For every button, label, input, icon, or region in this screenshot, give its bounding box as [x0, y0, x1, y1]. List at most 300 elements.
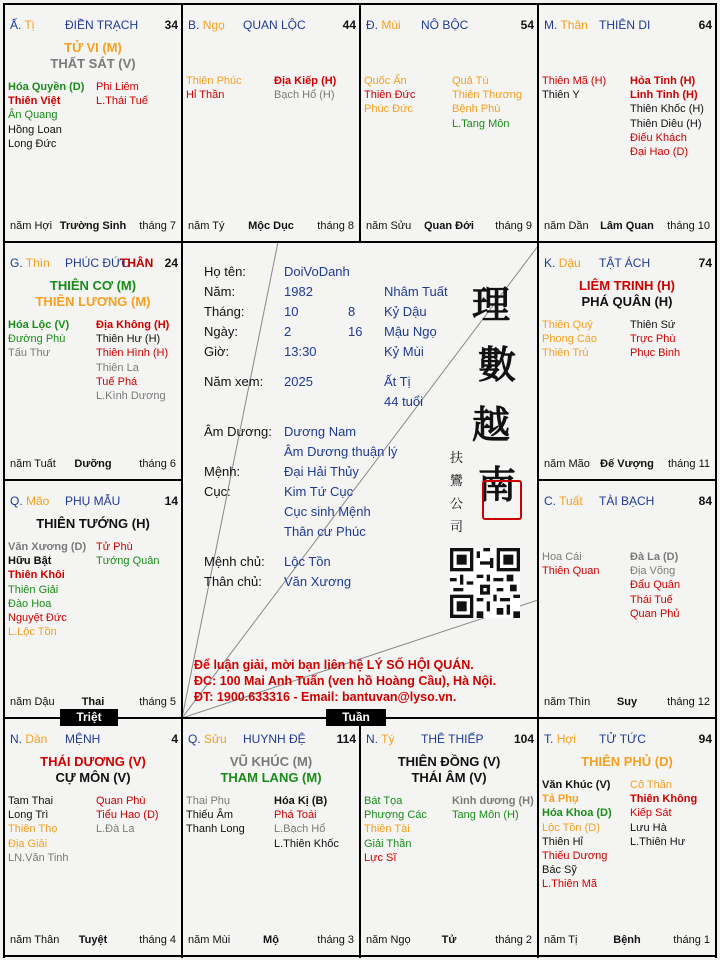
palace-year: năm Dần [544, 220, 589, 232]
palace-month: tháng 12 [667, 696, 710, 708]
star-list-right [452, 74, 522, 131]
star-list-left [542, 778, 612, 892]
minor-star: Thiên Việt [8, 95, 61, 108]
minor-star: Phúc Đức [364, 103, 413, 116]
star-list-right [630, 550, 680, 621]
major-star: TỬ VI (M) [64, 40, 122, 55]
palace-chi: Dần [25, 732, 48, 746]
palace-tuat [538, 480, 716, 718]
star-list-left [542, 550, 599, 578]
minor-star: Thiên Thọ [8, 823, 58, 836]
palace-header [544, 256, 712, 272]
minor-star: Bát Tọa [364, 795, 403, 807]
palace-month: tháng 1 [673, 934, 710, 946]
grid-line-h0 [3, 3, 717, 5]
minor-star: Thiên Khôi [8, 569, 65, 582]
palace-month: tháng 8 [317, 220, 354, 232]
palace-than [538, 4, 716, 242]
amduong-note: Âm Dương thuận lý [284, 444, 398, 459]
minor-star: Tấu Thư [8, 347, 51, 360]
minor-star: Thiên Y [542, 89, 580, 102]
palace-ngo [182, 4, 360, 242]
minor-star: Lộc Tồn (D) [542, 821, 600, 834]
grid-line-h2a [3, 479, 183, 481]
calligraphy-char-2: 數 [478, 342, 517, 387]
palace-header [544, 494, 712, 510]
contact-line-1: Để luận giải, mời bạn liên hệ LÝ SỐ HỘI QUÁN. [194, 658, 474, 672]
namxem-canchi: Ất Tị [384, 374, 411, 389]
seal-char-1: 扶 [450, 451, 464, 466]
palace-footer [544, 220, 710, 234]
palace-year: năm Sửu [366, 220, 412, 232]
minor-star: Linh Tinh (H) [630, 89, 698, 102]
palace-can: Ấ. [10, 18, 22, 32]
palace-number: 4 [171, 732, 178, 746]
palace-dan [4, 718, 182, 956]
minor-star: Hồng Loan [8, 123, 62, 136]
ngay-label: Ngày: [204, 324, 238, 339]
major-star: THIÊN PHỦ (D) [581, 754, 673, 769]
minor-star: Nguyệt Đức [8, 611, 67, 624]
palace-footer [188, 220, 354, 234]
palace-phase: Tử [441, 934, 457, 946]
minor-star: Hóa Khoa (D) [542, 807, 612, 820]
star-list-right [630, 74, 704, 159]
palace-number: 84 [698, 494, 712, 508]
minor-star: Hóa Quyền (D) [8, 81, 85, 93]
palace-year: năm Thân [10, 934, 60, 946]
minor-star: Địa Giải [8, 837, 48, 850]
palace-footer [10, 220, 176, 234]
qr-code-icon[interactable] [450, 548, 520, 618]
minor-star: Đà La (D) [630, 551, 679, 563]
star-list-left [364, 794, 427, 865]
palace-footer [188, 934, 354, 948]
palace-header [544, 18, 712, 34]
palace-header [10, 256, 178, 272]
palace-can: T. [544, 732, 554, 746]
minor-star: L.Lộc Tồn [8, 626, 57, 639]
namxem-label: Năm xem: [204, 374, 264, 389]
palace-can: M. [544, 18, 558, 32]
major-star: THÁI DƯƠNG (V) [40, 754, 146, 769]
minor-star: Thiên Khốc (H) [630, 103, 704, 116]
palace-canchi [188, 18, 225, 32]
namxem-value: 2025 [284, 374, 313, 389]
ngay-canchi: Mậu Ngọ [384, 324, 437, 339]
palace-phase: Mộ [263, 934, 279, 946]
minor-star: Địa Võng [630, 565, 676, 578]
palace-can: C. [544, 494, 556, 508]
palace-chi: Dậu [558, 256, 581, 270]
cuc-value: Kim Tứ Cục [284, 484, 354, 499]
minor-star: Tử Phù [96, 541, 133, 553]
palace-number: 44 [342, 18, 356, 32]
palace-name: PHỤ MẪU [65, 494, 121, 508]
minor-star: Hóa Kị (B) [274, 795, 328, 807]
palace-month: tháng 7 [139, 220, 176, 232]
minor-star: Thiên Mã (H) [542, 75, 607, 87]
minor-star: Bác Sỹ [542, 864, 577, 877]
star-list-right [274, 794, 339, 851]
palace-canchi [366, 18, 401, 32]
center-info-panel [182, 242, 538, 718]
minor-star: Thiên Phúc [186, 75, 242, 87]
minor-star: Thiên Sứ [630, 319, 676, 331]
palace-chi: Mùi [381, 18, 401, 32]
palace-phase: Quan Đới [424, 220, 474, 232]
star-list-left [8, 80, 84, 151]
palace-footer [544, 934, 710, 948]
minor-star: Tang Môn (H) [452, 809, 519, 822]
minor-star: Hỉ Thần [186, 89, 225, 102]
palace-thin [4, 242, 182, 480]
seal-char-2: 鸞 [450, 474, 464, 489]
palace-footer [366, 220, 532, 234]
star-list-left [8, 794, 69, 865]
palace-month: tháng 4 [139, 934, 176, 946]
palace-year: năm Tuất [10, 458, 56, 470]
grid-line-v2b [359, 718, 361, 958]
minor-star: Lực Sĩ [364, 851, 397, 864]
palace-header [10, 18, 178, 34]
palace-can: K. [544, 256, 556, 270]
minor-star: Quả Tú [452, 75, 489, 87]
palace-header [188, 732, 356, 748]
seal-char-4: 司 [450, 520, 464, 535]
minor-star: Kiếp Sát [630, 807, 672, 820]
minor-star: Trực Phù [630, 333, 676, 346]
amduong-value: Dương Nam [284, 424, 357, 439]
palace-phase: Suy [616, 696, 638, 708]
palace-number: 64 [698, 18, 712, 32]
minor-star: Thiên Quan [542, 565, 600, 578]
calligraphy-char-4: 南 [478, 462, 517, 507]
minor-star: Đẩu Quân [630, 579, 681, 592]
star-list-right [452, 794, 534, 822]
palace-hoi [538, 718, 716, 956]
palace-phase: Mộc Dục [248, 220, 294, 232]
gio-value: 13:30 [284, 344, 317, 359]
minor-star: Kình dương (H) [452, 795, 534, 807]
thang-am: 8 [348, 304, 356, 319]
palace-suu [182, 718, 360, 956]
minor-star: LN.Văn Tinh [8, 851, 69, 864]
calligraphy-char-1: 理 [472, 282, 511, 327]
minor-star: Thiếu Dương [542, 849, 608, 862]
palace-can: G. [10, 256, 23, 270]
star-list-left [542, 318, 597, 361]
minor-star: Quan Phủ [630, 607, 680, 620]
minor-star: Long Trì [8, 809, 49, 822]
palace-year: năm Dậu [10, 696, 55, 708]
minor-star: Hóa Lộc (V) [8, 319, 70, 331]
minor-star: Văn Xương (D) [8, 541, 87, 553]
major-star: THIÊN LƯƠNG (M) [35, 294, 151, 309]
palace-month: tháng 5 [139, 696, 176, 708]
major-star: VŨ KHÚC (M) [229, 754, 313, 769]
contact-line-2: ĐC: 100 Mai Anh Tuấn (ven hồ Hoàng Cầu), Hà Nội. [194, 674, 497, 688]
star-list-right [96, 540, 160, 568]
minor-star: Thiên Hỉ [542, 835, 583, 848]
palace-footer [10, 696, 176, 710]
palace-canchi [544, 732, 576, 746]
palace-name: NÔ BỘC [421, 18, 469, 32]
minor-star: L.Bạch Hổ [274, 823, 326, 836]
menh-value: Đại Hải Thủy [284, 464, 359, 479]
minor-star: Tiểu Hao (D) [96, 809, 159, 822]
palace-can: Đ. [366, 18, 378, 32]
minor-star: Thiên Giải [8, 583, 59, 596]
minor-star: Tướng Quân [96, 555, 160, 568]
palace-phase: Đế Vượng [600, 458, 654, 470]
palace-can: Q. [10, 494, 23, 508]
minor-star: Phục Binh [630, 347, 681, 360]
minor-star: Thiên Tài [364, 823, 410, 836]
star-list-right [274, 74, 336, 102]
palace-phase: Bệnh [613, 934, 641, 946]
gio-label: Giờ: [204, 344, 230, 359]
cuc-note-1: Cục sinh Mệnh [284, 504, 371, 519]
star-list-right [96, 318, 169, 403]
ngay-duong: 2 [284, 324, 292, 339]
palace-can: N. [10, 732, 22, 746]
palace-can: Q. [188, 732, 201, 746]
minor-star: Đường Phù [8, 333, 66, 346]
palace-name: THÊ THIẾP [421, 732, 484, 746]
minor-star: Thiên Hư (H) [96, 333, 161, 346]
palace-name: TỬ TỨC [599, 732, 646, 746]
minor-star: Phượng Các [364, 809, 427, 822]
minor-star: L.Thiên Khốc [274, 837, 339, 850]
palace-name: MỆNH [65, 732, 101, 746]
nam-value: 1982 [284, 284, 313, 299]
minor-star: Quốc Ấn [364, 75, 407, 87]
red-seal-icon [482, 480, 522, 520]
minor-star: Thiên Diêu (H) [630, 117, 702, 130]
minor-star: Thái Tuế [630, 593, 673, 606]
thanchu-label: Thân chủ: [204, 574, 262, 589]
star-list-right [630, 318, 680, 361]
star-list-left [364, 74, 415, 117]
major-star: THÁI ÂM (V) [411, 770, 487, 785]
minor-star: Giải Thần [364, 837, 412, 850]
palace-canchi [544, 256, 581, 270]
palace-name: TẬT ÁCH [599, 256, 651, 270]
palace-number: 14 [164, 494, 178, 508]
minor-star: Thai Phụ [186, 795, 231, 807]
major-star: THIÊN TƯỚNG (H) [36, 516, 150, 531]
palace-chi: Thân [560, 18, 588, 32]
grid-line-v2 [359, 3, 361, 242]
thang-canchi: Kỷ Dậu [384, 304, 427, 319]
minor-star: Thiên Quý [542, 319, 593, 331]
star-list-left [186, 794, 245, 837]
palace-chi: Mão [26, 494, 50, 508]
palace-name: ĐIỀN TRẠCH [65, 18, 139, 32]
minor-star: Hữu Bật [8, 555, 52, 568]
tuoi-value: 44 tuổi [384, 394, 424, 409]
palace-can: B. [188, 18, 200, 32]
than-cu-tag: THÂN [120, 256, 154, 270]
major-star: THAM LANG (M) [220, 770, 322, 785]
palace-ti [360, 718, 538, 956]
palace-phase: Dưỡng [74, 458, 112, 470]
palace-canchi [366, 732, 394, 746]
minor-star: Thiên La [96, 361, 139, 374]
minor-star: Ân Quang [8, 109, 58, 122]
star-list-right [630, 778, 697, 849]
minor-star: Tả Phụ [542, 793, 579, 806]
contact-line-3[interactable]: ĐT: 1900.633316 - Email: bantuvan@lyso.vn. [194, 690, 457, 704]
palace-month: tháng 11 [667, 458, 710, 470]
palace-header [10, 732, 178, 748]
palace-chi: Tuất [559, 494, 583, 508]
minor-star: Hoa Cái [542, 551, 582, 563]
grid-line-v1c [181, 718, 183, 958]
thanchu-value: Văn Xương [284, 574, 352, 589]
triet-tag: Triệt [60, 709, 118, 726]
palace-ty [4, 4, 182, 242]
major-star: CỰ MÔN (V) [55, 770, 131, 785]
palace-number: 104 [513, 732, 534, 746]
star-list-left [8, 318, 69, 361]
amduong-label: Âm Dương: [204, 424, 272, 439]
palace-footer [544, 458, 710, 472]
palace-can: N. [366, 732, 378, 746]
palace-number: 74 [698, 256, 712, 270]
palace-year: năm Tị [544, 934, 578, 946]
grid-line-h4 [3, 955, 717, 957]
minor-star: Địa Kiếp (H) [274, 75, 337, 87]
palace-footer [366, 934, 532, 948]
palace-header [188, 18, 356, 34]
palace-canchi [10, 732, 47, 746]
palace-canchi [10, 18, 34, 32]
minor-star: Điếu Khách [630, 131, 687, 144]
palace-canchi [544, 18, 588, 32]
palace-number: 94 [698, 732, 712, 746]
cuc-label: Cục: [204, 484, 231, 499]
minor-star: Thiếu Âm [186, 809, 234, 822]
minor-star: Bạch Hổ (H) [274, 89, 335, 102]
palace-month: tháng 9 [495, 220, 532, 232]
menh-label: Mệnh: [204, 464, 241, 479]
palace-name: HUYNH ĐỆ [243, 732, 306, 746]
nam-canchi: Nhâm Tuất [384, 284, 448, 299]
palace-name: TÀI BẠCH [599, 494, 655, 508]
palace-footer [10, 934, 176, 948]
minor-star: Thiên Trù [542, 347, 589, 360]
palace-month: tháng 2 [495, 934, 532, 946]
gio-canchi: Kỷ Mùi [384, 344, 424, 359]
minor-star: Lưu Hà [630, 821, 667, 834]
cuc-note-2: Thân cư Phúc [284, 524, 366, 539]
minor-star: Bệnh Phù [452, 103, 501, 116]
minor-star: L.Thái Tuế [96, 95, 148, 108]
minor-star: Phi Liêm [96, 81, 139, 93]
nam-label: Năm: [204, 284, 236, 299]
minor-star: L.Đà La [96, 823, 135, 836]
palace-number: 114 [336, 732, 356, 746]
palace-name: THIÊN DI [599, 18, 651, 32]
palace-month: tháng 3 [317, 934, 354, 946]
palace-footer [544, 696, 710, 710]
palace-canchi [10, 494, 49, 508]
minor-star: Cô Thần [630, 779, 672, 791]
minor-star: Thiên Đức [364, 89, 416, 102]
major-star: THẤT SÁT (V) [50, 56, 136, 71]
palace-chi: Tý [381, 732, 395, 746]
palace-number: 34 [164, 18, 178, 32]
tuan-tag: Tuần [326, 709, 386, 726]
seal-char-3: 公 [450, 497, 464, 512]
palace-header [10, 494, 178, 510]
palace-header [366, 18, 534, 34]
minor-star: L.Thiên Mã [542, 878, 598, 891]
minor-star: Đào Hoa [8, 597, 52, 610]
palace-phase: Tuyệt [78, 934, 108, 946]
minor-star: Thiên Không [630, 793, 698, 806]
palace-year: năm Tý [188, 220, 225, 232]
palace-year: năm Mùi [188, 934, 231, 946]
palace-dau [538, 242, 716, 480]
palace-canchi [544, 494, 583, 508]
palace-chi: Tị [24, 18, 35, 32]
thang-duong: 10 [284, 304, 299, 319]
grid-line-v1 [181, 3, 183, 242]
minor-star: Quan Phù [96, 795, 146, 807]
minor-star: Tam Thai [8, 795, 54, 807]
palace-year: năm Mão [544, 458, 590, 470]
palace-mui [360, 4, 538, 242]
palace-chi: Thìn [25, 256, 50, 270]
major-star: THIÊN ĐỒNG (V) [397, 754, 501, 769]
palace-header [544, 732, 712, 748]
minor-star: Đại Hao (D) [630, 145, 689, 158]
menhchu-value: Lộc Tồn [284, 554, 331, 569]
palace-year: năm Ngọ [366, 934, 411, 946]
minor-star: Thanh Long [186, 823, 245, 836]
palace-mao [4, 480, 182, 718]
ho-ten-label: Họ tên: [204, 264, 246, 279]
palace-chi: Sửu [204, 732, 227, 746]
palace-month: tháng 10 [667, 220, 710, 232]
palace-number: 24 [164, 256, 178, 270]
minor-star: Phong Cáo [542, 333, 598, 346]
thang-label: Tháng: [204, 304, 245, 319]
palace-phase: Trường Sinh [59, 220, 127, 232]
star-list-left [186, 74, 242, 102]
grid-line-h1 [3, 241, 717, 243]
palace-chi: Ngọ [202, 18, 225, 32]
star-list-left [542, 74, 606, 102]
palace-chi: Hợi [556, 732, 576, 746]
palace-footer [10, 458, 176, 472]
palace-name: PHÚC ĐỨC [65, 256, 130, 270]
ngay-am: 16 [348, 324, 363, 339]
palace-year: năm Thìn [544, 696, 591, 708]
minor-star: L.Tang Môn [452, 117, 510, 130]
palace-number: 54 [520, 18, 534, 32]
minor-star: Thiên Thương [452, 89, 523, 102]
minor-star: L.Thiên Hư [630, 835, 686, 848]
minor-star: Long Đức [8, 137, 57, 150]
palace-phase: Thai [81, 696, 105, 708]
major-star: THIÊN CƠ (M) [49, 278, 137, 293]
star-list-left [8, 540, 86, 639]
major-star: PHÁ QUÂN (H) [581, 294, 673, 309]
